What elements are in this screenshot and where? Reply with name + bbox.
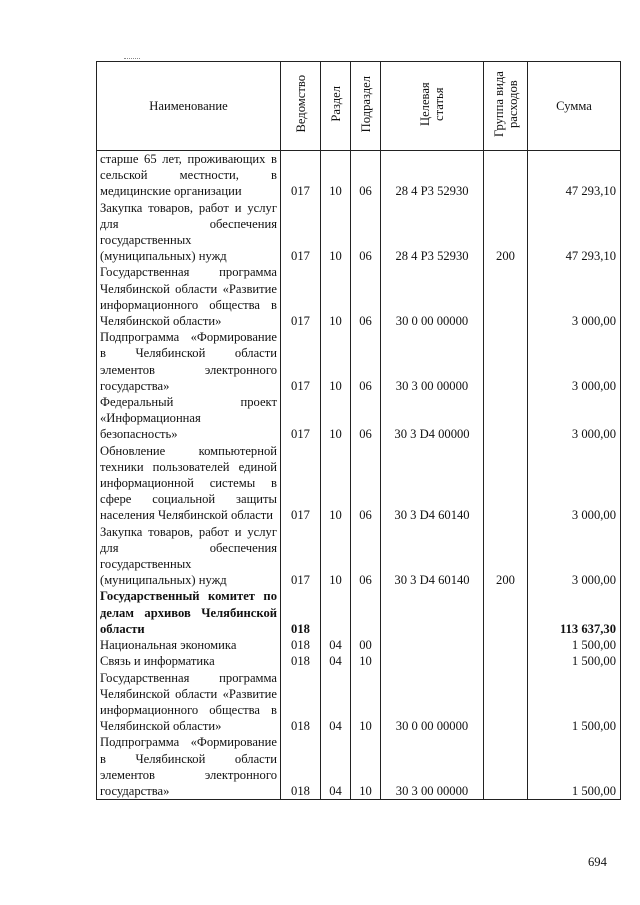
row-razdel: 04 <box>321 734 351 799</box>
row-summa: 1 500,00 <box>528 653 621 669</box>
row-vedomstvo: 017 <box>281 264 321 329</box>
row-summa: 113 637,30 <box>528 588 621 637</box>
row-name: Национальная экономика <box>97 637 281 653</box>
row-gruppa-vida-rashodov <box>484 394 528 443</box>
header-podrazdel: Подраздел <box>351 62 381 151</box>
header-gruppa-vida-rashodov: Группа вида расходов <box>484 62 528 151</box>
row-razdel: 10 <box>321 264 351 329</box>
row-gruppa-vida-rashodov <box>484 443 528 524</box>
row-name: Закупка товаров, работ и услуг для обеспечения государственных (муниципальных) нужд <box>97 524 281 589</box>
row-name: Обновление компьютерной техники пользователей единой информационной системы в сфере социальной защиты населения Челябинской области <box>97 443 281 524</box>
row-celevaya-statya: 30 3 D4 00000 <box>381 394 484 443</box>
row-podrazdel: 06 <box>351 443 381 524</box>
row-celevaya-statya <box>381 653 484 669</box>
row-summa: 3 000,00 <box>528 524 621 589</box>
row-podrazdel: 06 <box>351 151 381 200</box>
row-gruppa-vida-rashodov <box>484 588 528 637</box>
row-podrazdel: 06 <box>351 264 381 329</box>
table-row <box>97 443 621 524</box>
row-vedomstvo: 017 <box>281 200 321 265</box>
budget-table <box>96 61 621 800</box>
row-vedomstvo: 017 <box>281 524 321 589</box>
row-vedomstvo: 017 <box>281 394 321 443</box>
table-row <box>97 653 621 669</box>
row-summa: 3 000,00 <box>528 329 621 394</box>
row-celevaya-statya <box>381 588 484 637</box>
row-razdel: 10 <box>321 151 351 200</box>
table-row <box>97 524 621 589</box>
table-row <box>97 637 621 653</box>
row-name: Подпрограмма «Формирование в Челябинской области элементов электронного государства» <box>97 734 281 799</box>
table-row <box>97 200 621 265</box>
row-vedomstvo: 018 <box>281 588 321 637</box>
table-row <box>97 588 621 637</box>
row-razdel: 10 <box>321 394 351 443</box>
row-name: Подпрограмма «Формирование в Челябинской области элементов электронного государства» <box>97 329 281 394</box>
table-row <box>97 394 621 443</box>
row-razdel: 04 <box>321 653 351 669</box>
row-gruppa-vida-rashodov <box>484 151 528 200</box>
row-razdel: 10 <box>321 200 351 265</box>
row-podrazdel: 06 <box>351 524 381 589</box>
row-podrazdel <box>351 588 381 637</box>
row-summa: 3 000,00 <box>528 443 621 524</box>
row-vedomstvo: 018 <box>281 637 321 653</box>
row-summa: 3 000,00 <box>528 394 621 443</box>
row-celevaya-statya <box>381 637 484 653</box>
row-podrazdel: 00 <box>351 637 381 653</box>
row-celevaya-statya: 30 0 00 00000 <box>381 264 484 329</box>
row-gruppa-vida-rashodov <box>484 264 528 329</box>
row-name: Государственный комитет по делам архивов Челябинской области <box>97 588 281 637</box>
row-gruppa-vida-rashodov: 200 <box>484 524 528 589</box>
header-summa: Сумма <box>528 62 621 151</box>
row-summa: 1 500,00 <box>528 670 621 735</box>
row-vedomstvo: 018 <box>281 670 321 735</box>
row-vedomstvo: 017 <box>281 329 321 394</box>
row-razdel: 10 <box>321 524 351 589</box>
header-vedomstvo: Ведомство <box>281 62 321 151</box>
row-celevaya-statya: 30 3 00 00000 <box>381 329 484 394</box>
row-razdel: 10 <box>321 329 351 394</box>
row-summa: 47 293,10 <box>528 200 621 265</box>
header-celevaya-statya: Целевая статья <box>381 62 484 151</box>
row-celevaya-statya: 30 3 00 00000 <box>381 734 484 799</box>
row-celevaya-statya: 30 0 00 00000 <box>381 670 484 735</box>
row-summa: 1 500,00 <box>528 734 621 799</box>
row-vedomstvo: 018 <box>281 734 321 799</box>
row-gruppa-vida-rashodov <box>484 670 528 735</box>
table-row <box>97 264 621 329</box>
table-row <box>97 734 621 799</box>
row-celevaya-statya: 28 4 Р3 52930 <box>381 200 484 265</box>
row-summa: 1 500,00 <box>528 637 621 653</box>
page-number: 694 <box>588 855 607 869</box>
row-podrazdel: 10 <box>351 734 381 799</box>
row-podrazdel: 06 <box>351 329 381 394</box>
table-row <box>97 329 621 394</box>
row-name: Государственная программа Челябинской области «Развитие информационного общества в Челябинской области» <box>97 264 281 329</box>
row-podrazdel: 10 <box>351 670 381 735</box>
table-row <box>97 151 621 200</box>
row-gruppa-vida-rashodov <box>484 637 528 653</box>
row-celevaya-statya: 30 3 D4 60140 <box>381 443 484 524</box>
row-gruppa-vida-rashodov <box>484 734 528 799</box>
header-razdel: Раздел <box>321 62 351 151</box>
row-razdel <box>321 588 351 637</box>
row-razdel: 04 <box>321 670 351 735</box>
row-celevaya-statya: 30 3 D4 60140 <box>381 524 484 589</box>
row-gruppa-vida-rashodov <box>484 329 528 394</box>
table-header-row <box>97 62 621 151</box>
row-name: Связь и информатика <box>97 653 281 669</box>
row-podrazdel: 06 <box>351 394 381 443</box>
row-name: Закупка товаров, работ и услуг для обеспечения государственных (муниципальных) нужд <box>97 200 281 265</box>
row-podrazdel: 10 <box>351 653 381 669</box>
row-razdel: 04 <box>321 637 351 653</box>
row-summa: 3 000,00 <box>528 264 621 329</box>
row-podrazdel: 06 <box>351 200 381 265</box>
row-vedomstvo: 018 <box>281 653 321 669</box>
row-name: Федеральный проект «Информационная безопасность» <box>97 394 281 443</box>
header-name: Наименование <box>97 62 281 151</box>
row-razdel: 10 <box>321 443 351 524</box>
table-row <box>97 670 621 735</box>
row-gruppa-vida-rashodov <box>484 653 528 669</box>
row-celevaya-statya: 28 4 Р3 52930 <box>381 151 484 200</box>
row-name: старше 65 лет, проживающих в сельской местности, в медицинские организации <box>97 151 281 200</box>
row-summa: 47 293,10 <box>528 151 621 200</box>
row-gruppa-vida-rashodov: 200 <box>484 200 528 265</box>
row-name: Государственная программа Челябинской области «Развитие информационного общества в Челябинской области» <box>97 670 281 735</box>
row-vedomstvo: 017 <box>281 443 321 524</box>
row-vedomstvo: 017 <box>281 151 321 200</box>
